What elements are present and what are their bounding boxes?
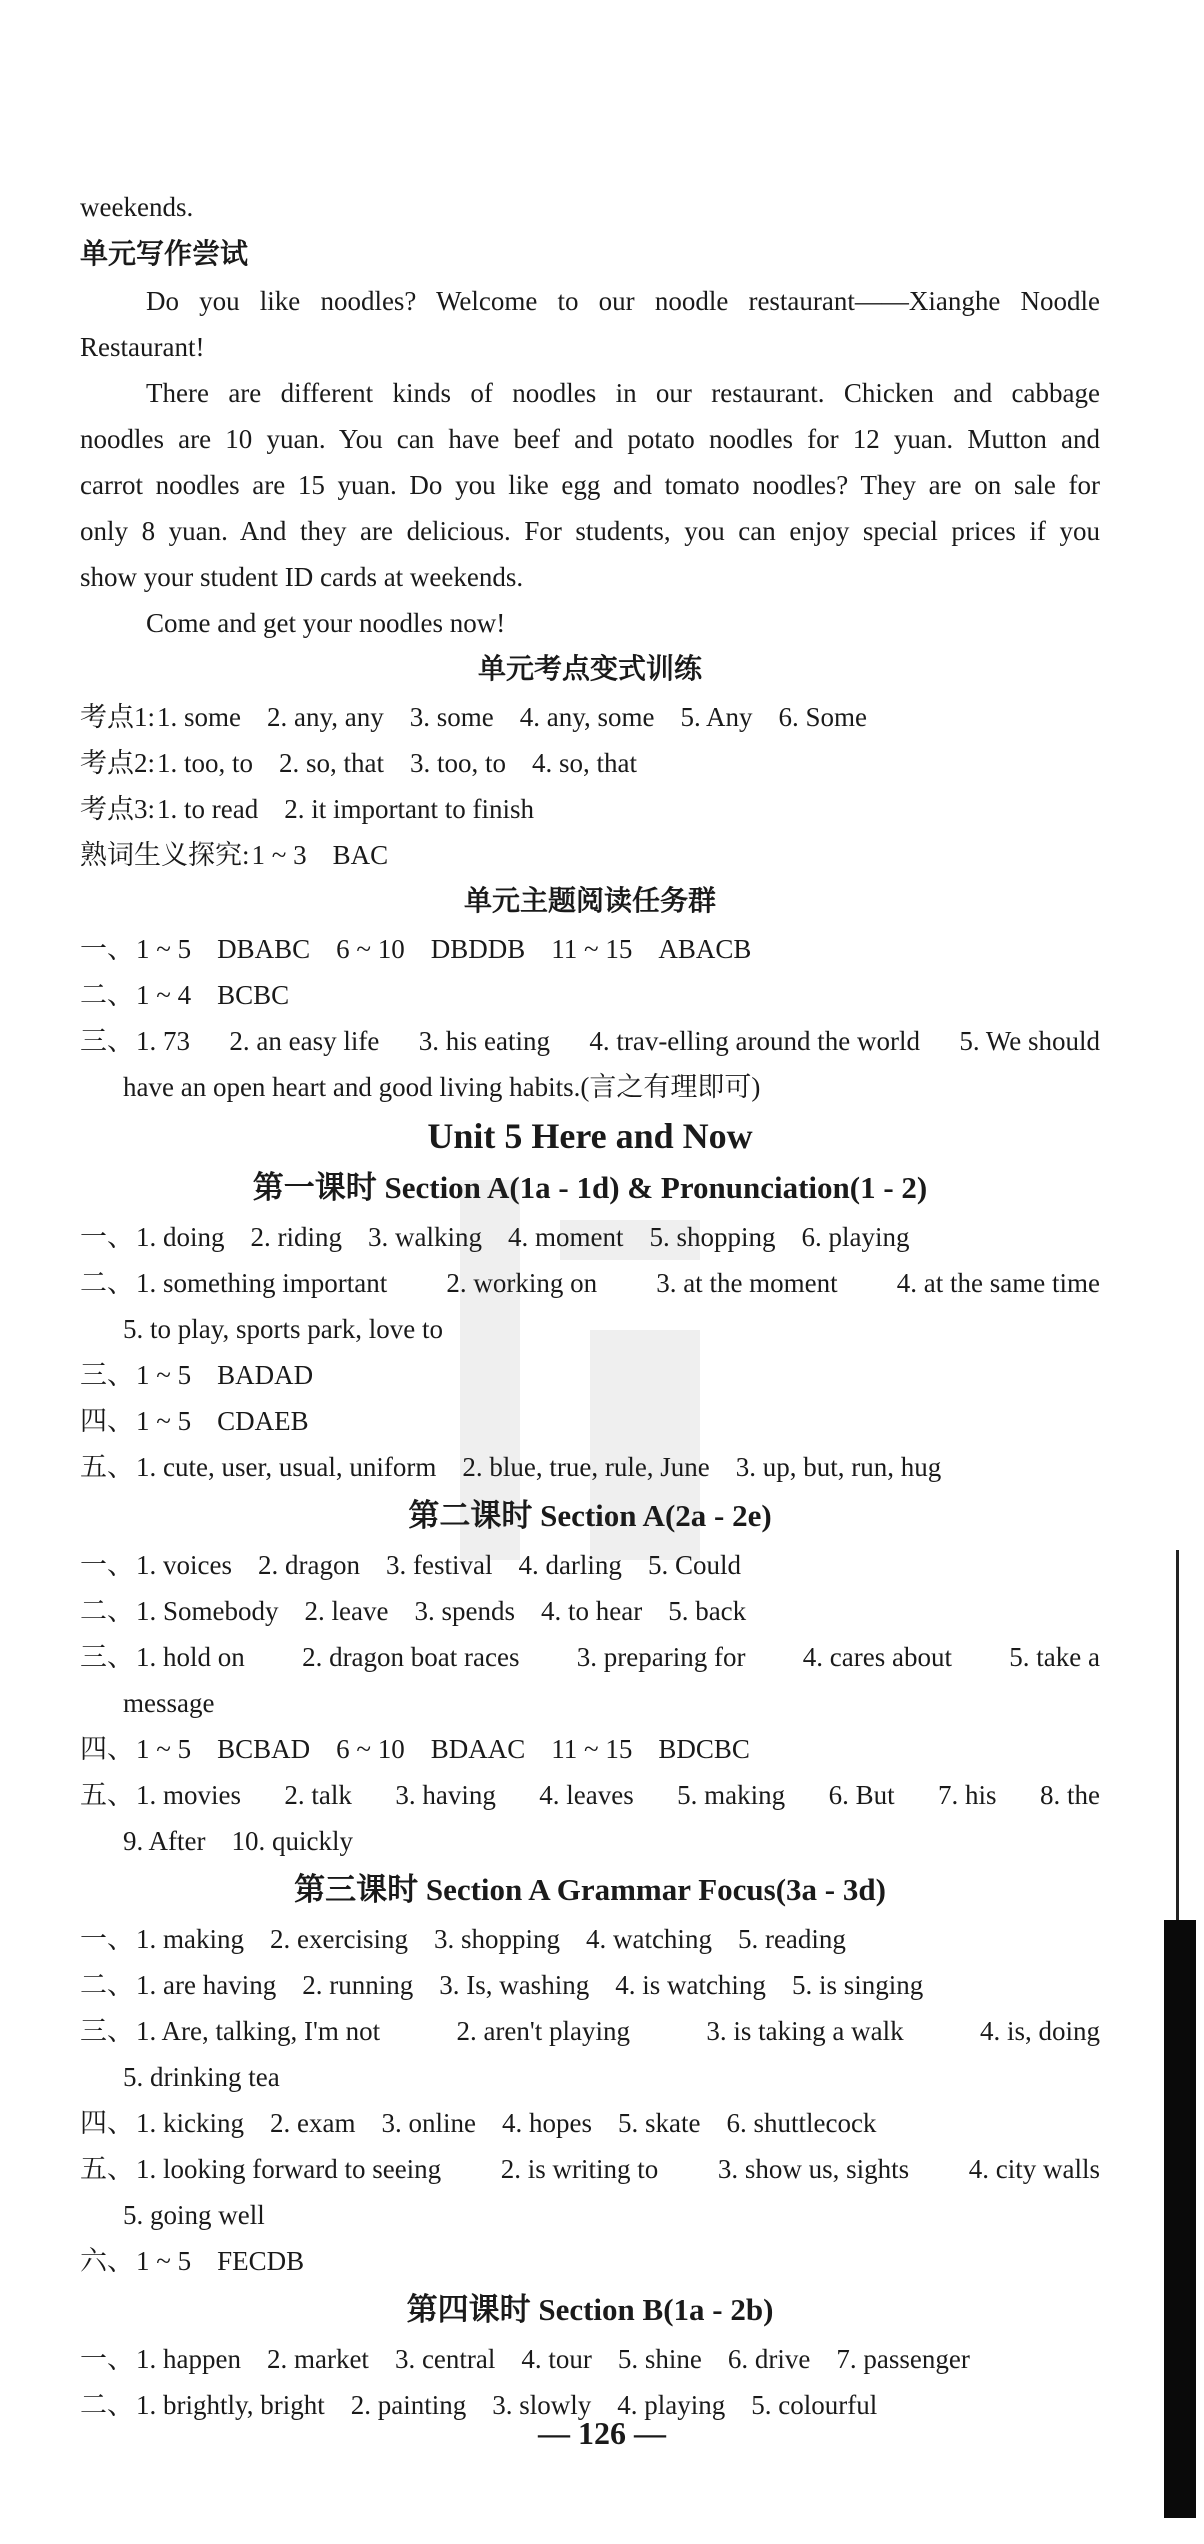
answer-line xyxy=(80,1588,1100,1634)
section-heading: 单元写作尝试 xyxy=(80,237,249,270)
answer-item: 7. passenger xyxy=(836,2344,970,2374)
answer-item: 6. playing xyxy=(801,1222,910,1252)
answer-item: 1 ~ 5 xyxy=(136,1360,192,1390)
answer-label: 二、 xyxy=(80,1970,134,2000)
section-heading: 单元考点变式训练 xyxy=(477,654,702,685)
answer-item: 4. is, doing xyxy=(979,2016,1100,2046)
answer-item: 2. running xyxy=(302,1970,414,2000)
answer-item: BDAAC xyxy=(430,1734,526,1764)
page-edge-shadow xyxy=(1176,1550,1179,1930)
answer-item: 2. so, that xyxy=(279,748,385,778)
answer-item: 7. his xyxy=(938,1780,997,1810)
answer-item: 1. cute, user, usual, uniform xyxy=(136,1452,437,1482)
answer-item: 4. hopes xyxy=(501,2108,592,2138)
answer-label-group xyxy=(80,832,333,878)
answer-item: 1. happen xyxy=(136,2344,241,2374)
answer-item: 3. his eating xyxy=(418,1026,550,1056)
answer-item: 4. city walls xyxy=(968,2154,1100,2184)
answer-item: 3. online xyxy=(381,2108,476,2138)
answer-line xyxy=(80,1916,1100,1962)
lesson-title: 第一课时 Section A(1a - 1d) & Pronunciation(1 - 2) xyxy=(252,1170,928,1205)
answer-item: 2. an easy life xyxy=(229,1026,380,1056)
answer-label: 二、 xyxy=(80,1268,134,1298)
answer-label: 四、 xyxy=(80,1406,134,1436)
answer-item: 4. watching xyxy=(585,1924,712,1954)
answer-line xyxy=(80,1634,1100,1680)
answer-item: 5. skate xyxy=(617,2108,701,2138)
answer-item: 1 ~ 5 xyxy=(136,1406,192,1436)
lesson-title: 第三课时 Section A Grammar Focus(3a - 3d) xyxy=(294,1872,886,1907)
answer-item: 4. moment xyxy=(508,1222,624,1252)
answer-item: 5. colourful xyxy=(751,2390,878,2420)
answer-item: 6 ~ 10 xyxy=(336,934,405,964)
answer-item: 1 ~ 5 xyxy=(136,2246,192,2276)
answer-item: 5. shopping xyxy=(649,1222,776,1252)
answer-item: 5. shine xyxy=(617,2344,702,2374)
answer-item: 4. tour xyxy=(521,2344,592,2374)
answer-item: 4. so, that xyxy=(532,748,638,778)
answer-label: 四、 xyxy=(80,2108,134,2138)
answer-label: 二、 xyxy=(80,2390,134,2420)
answer-item: BAC xyxy=(332,840,389,870)
answer-line xyxy=(80,1398,1100,1444)
answer-item: 1. doing xyxy=(136,1222,225,1252)
answer-line xyxy=(80,1064,1100,1110)
answer-item: 10. quickly xyxy=(231,1826,353,1856)
answer-line xyxy=(80,740,1100,786)
answer-item: 4. trav-elling around the world xyxy=(589,1026,921,1056)
answer-line xyxy=(80,1444,1100,1490)
answer-item: 4. leaves xyxy=(539,1780,634,1810)
answer-line xyxy=(80,2100,1100,2146)
answer-item: 3. slowly xyxy=(492,2390,592,2420)
answer-item: 1 ~ 5 xyxy=(136,1734,192,1764)
answer-item: 3. having xyxy=(395,1780,496,1810)
answer-item: 5. Could xyxy=(647,1550,741,1580)
answer-line xyxy=(80,832,1100,878)
answer-item: 2. aren't playing xyxy=(456,2016,631,2046)
answer-label-group xyxy=(80,1018,190,1064)
answer-item: 3. Is, washing xyxy=(439,1970,590,2000)
answer-item: BDCBC xyxy=(658,1734,750,1764)
answer-item: 3. walking xyxy=(368,1222,483,1252)
answer-item: 6. drive xyxy=(727,2344,811,2374)
answer-item: 2. dragon xyxy=(257,1550,360,1580)
answer-item: 3. central xyxy=(394,2344,496,2374)
answer-item: 1. too, to xyxy=(157,748,254,778)
answer-label: 考点3: xyxy=(80,794,156,824)
answer-line xyxy=(80,1306,1100,1352)
answer-item: DBABC xyxy=(217,934,311,964)
answer-label-group xyxy=(80,1214,251,1260)
answer-label: 三、 xyxy=(80,1026,134,1056)
answer-item: 6. shuttlecock xyxy=(726,2108,877,2138)
section-heading: 单元主题阅读任务群 xyxy=(463,886,716,917)
answer-label: 四、 xyxy=(80,1734,134,1764)
answer-item: 3. spends xyxy=(414,1596,515,1626)
answer-label-group xyxy=(80,2238,217,2284)
answer-item: 5. drinking tea xyxy=(123,2062,280,2092)
answer-label: 一、 xyxy=(80,1550,134,1580)
answer-item: 2. working on xyxy=(446,1268,598,1298)
answer-item: ABACB xyxy=(658,934,752,964)
answer-line xyxy=(80,786,1100,832)
answer-line xyxy=(80,1260,1100,1306)
answer-line xyxy=(80,1680,1100,1726)
answer-line xyxy=(80,2008,1100,2054)
answer-item: 11 ~ 15 xyxy=(551,1734,633,1764)
answer-item: 1. Are, talking, I'm not xyxy=(136,2016,381,2046)
answer-item: 5. back xyxy=(668,1596,747,1626)
answer-item: 2. painting xyxy=(350,2390,467,2420)
answer-item: 2. exam xyxy=(270,2108,356,2138)
answer-label: 三、 xyxy=(80,1360,134,1390)
paragraph-line: only 8 yuan. And they are delicious. For students, you can enjoy special prices if you xyxy=(80,516,1100,546)
answer-item: 2. market xyxy=(266,2344,369,2374)
answer-item: 4. cares about xyxy=(802,1642,952,1672)
page-number: — 126 — xyxy=(538,2415,666,2451)
answer-item: 1. brightly, bright xyxy=(136,2390,325,2420)
answer-item: 1. kicking xyxy=(136,2108,244,2138)
answer-item: 2. dragon boat races xyxy=(302,1642,520,1672)
answer-item: 2. riding xyxy=(250,1222,343,1252)
paragraph-line: weekends. xyxy=(80,192,194,222)
answer-label: 二、 xyxy=(80,1596,134,1626)
answer-item: 1. movies xyxy=(136,1780,241,1810)
paragraph-line: There are different kinds of noodles in our restaurant. Chicken and cabbage xyxy=(146,378,1100,408)
answer-line xyxy=(80,1726,1100,1772)
answer-item: 1. some xyxy=(157,702,242,732)
answer-item: 1. something important xyxy=(136,1268,388,1298)
answer-item: 2. it important to finish xyxy=(284,794,534,824)
answer-item: 3. show us, sights xyxy=(717,2154,910,2184)
answer-line xyxy=(80,1018,1100,1064)
answer-line xyxy=(80,972,1100,1018)
answer-label-group xyxy=(80,786,284,832)
answer-label: 一、 xyxy=(80,1222,134,1252)
answer-label-group xyxy=(80,1772,241,1818)
answer-item: 6. Some xyxy=(778,702,867,732)
answer-label: 三、 xyxy=(80,2016,134,2046)
answer-label: 五、 xyxy=(80,2154,134,2184)
answer-label-group xyxy=(80,1398,217,1444)
answer-item: have an open heart and good living habits.(言之有理即可) xyxy=(123,1072,761,1102)
answer-item: 6 ~ 10 xyxy=(336,1734,405,1764)
paragraph-line: carrot noodles are 15 yuan. Do you like egg and tomato noodles? They are on sale for xyxy=(80,470,1100,500)
answer-label: 三、 xyxy=(80,1642,134,1672)
answer-line xyxy=(80,926,1100,972)
answer-item: 3. preparing for xyxy=(576,1642,746,1672)
answer-item: 5. take a xyxy=(1009,1642,1100,1672)
answer-item: BCBAD xyxy=(217,1734,311,1764)
answer-item: 1. 73 xyxy=(136,1026,190,1056)
answer-label: 一、 xyxy=(80,934,134,964)
answer-item: 4. to hear xyxy=(540,1596,643,1626)
answer-item: 5. Any xyxy=(680,702,753,732)
unit-title: Unit 5 Here and Now xyxy=(427,1116,753,1156)
answer-label-group xyxy=(80,1634,245,1680)
answer-item: 11 ~ 15 xyxy=(551,934,633,964)
answer-line xyxy=(80,1818,1100,1864)
answer-item: BADAD xyxy=(217,1360,314,1390)
answer-item: 1. are having xyxy=(136,1970,277,2000)
answer-item: 4. at the same time xyxy=(896,1268,1100,1298)
answer-line xyxy=(80,2336,1100,2382)
answer-label-group xyxy=(80,2146,441,2192)
answer-item: FECDB xyxy=(217,2246,305,2276)
answer-item: 2. any, any xyxy=(267,702,384,732)
answer-label: 六、 xyxy=(80,2246,134,2276)
answer-item: 4. playing xyxy=(617,2390,726,2420)
paragraph-line: show your student ID cards at weekends. xyxy=(80,562,524,592)
answer-item: 5. We should xyxy=(959,1026,1100,1056)
answer-item: CDAEB xyxy=(217,1406,309,1436)
answer-line xyxy=(80,1352,1100,1398)
paragraph-line: Come and get your noodles now! xyxy=(146,608,506,638)
answer-item: 1. looking forward to seeing xyxy=(136,2154,442,2184)
answer-line xyxy=(80,1542,1100,1588)
lesson-title: 第四课时 Section B(1a - 2b) xyxy=(406,2292,774,2327)
answer-label-group xyxy=(80,1352,217,1398)
answer-label: 考点2: xyxy=(80,748,156,778)
answer-label: 熟词生义探究: xyxy=(80,840,250,870)
answer-line xyxy=(80,1214,1100,1260)
answer-label-group xyxy=(80,1588,305,1634)
answer-item: 5. making xyxy=(677,1780,786,1810)
answer-item: 3. some xyxy=(409,702,494,732)
answer-item: 1. Somebody xyxy=(136,1596,279,1626)
answer-label: 一、 xyxy=(80,1924,134,1954)
answer-label-group xyxy=(80,926,217,972)
answer-line xyxy=(80,2238,1100,2284)
answer-label-group xyxy=(80,740,279,786)
answer-item: 3. is taking a walk xyxy=(706,2016,904,2046)
answer-item: 1 ~ 4 xyxy=(136,980,192,1010)
answer-item: 2. is writing to xyxy=(500,2154,659,2184)
answer-item: 3. too, to xyxy=(410,748,507,778)
answer-item: 5. is singing xyxy=(791,1970,924,2000)
answer-item: message xyxy=(123,1688,215,1718)
answer-line xyxy=(80,1962,1100,2008)
answer-label-group xyxy=(80,1444,462,1490)
answer-line xyxy=(80,694,1100,740)
answer-line xyxy=(80,2054,1100,2100)
answer-line xyxy=(80,2146,1100,2192)
answer-label-group xyxy=(80,694,267,740)
answer-label-group xyxy=(80,2100,270,2146)
answer-line xyxy=(80,2192,1100,2238)
lesson-title: 第二课时 Section A(2a - 2e) xyxy=(408,1498,772,1533)
answer-item: 5. going well xyxy=(123,2200,265,2230)
answer-item: 3. at the moment xyxy=(656,1268,838,1298)
answer-item: 4. darling xyxy=(518,1550,622,1580)
answer-label: 二、 xyxy=(80,980,134,1010)
answer-label-group xyxy=(80,972,217,1018)
answer-label: 考点1: xyxy=(80,702,156,732)
answer-label: 五、 xyxy=(80,1780,134,1810)
answer-label-group xyxy=(80,1916,270,1962)
answer-item: 2. talk xyxy=(284,1780,352,1810)
answer-item: 9. After xyxy=(123,1826,206,1856)
answer-label-group xyxy=(80,2336,267,2382)
answer-item: 1 ~ 5 xyxy=(136,934,192,964)
answer-item: 6. But xyxy=(828,1780,895,1810)
answer-item: 3. up, but, run, hug xyxy=(735,1452,942,1482)
answer-label-group xyxy=(80,1260,387,1306)
answer-label: 一、 xyxy=(80,2344,134,2374)
answer-item: 4. is watching xyxy=(615,1970,766,2000)
answer-item: DBDDB xyxy=(430,934,526,964)
answer-label: 五、 xyxy=(80,1452,134,1482)
answer-item: BCBC xyxy=(217,980,290,1010)
answer-item: 3. shopping xyxy=(433,1924,560,1954)
answer-item: 1 ~ 3 xyxy=(251,840,307,870)
answer-key-content xyxy=(80,184,1100,2428)
answer-item: 1. making xyxy=(136,1924,244,1954)
answer-item: 1. to read xyxy=(157,794,259,824)
answer-item: 1. voices xyxy=(136,1550,232,1580)
answer-item: 1. hold on xyxy=(136,1642,245,1672)
answer-label-group xyxy=(80,1962,302,2008)
answer-item: 2. blue, true, rule, June xyxy=(462,1452,710,1482)
answer-item: 2. exercising xyxy=(270,1924,408,1954)
paragraph-line: noodles are 10 yuan. You can have beef and potato noodles for 12 yuan. Mutton and xyxy=(80,424,1100,454)
answer-label-group xyxy=(80,1542,258,1588)
paragraph-line: Restaurant! xyxy=(80,332,205,362)
answer-item: 5. reading xyxy=(737,1924,846,1954)
answer-item: 2. leave xyxy=(304,1596,389,1626)
answer-item: 8. the xyxy=(1039,1780,1100,1810)
paragraph-line: Do you like noodles? Welcome to our noodle restaurant——Xianghe Noodle xyxy=(146,286,1100,316)
answer-label-group xyxy=(80,2008,380,2054)
answer-line xyxy=(80,1772,1100,1818)
answer-label-group xyxy=(80,1726,217,1772)
answer-item: 3. festival xyxy=(385,1550,493,1580)
answer-item: 5. to play, sports park, love to xyxy=(123,1314,443,1344)
answer-item: 4. any, some xyxy=(519,702,655,732)
